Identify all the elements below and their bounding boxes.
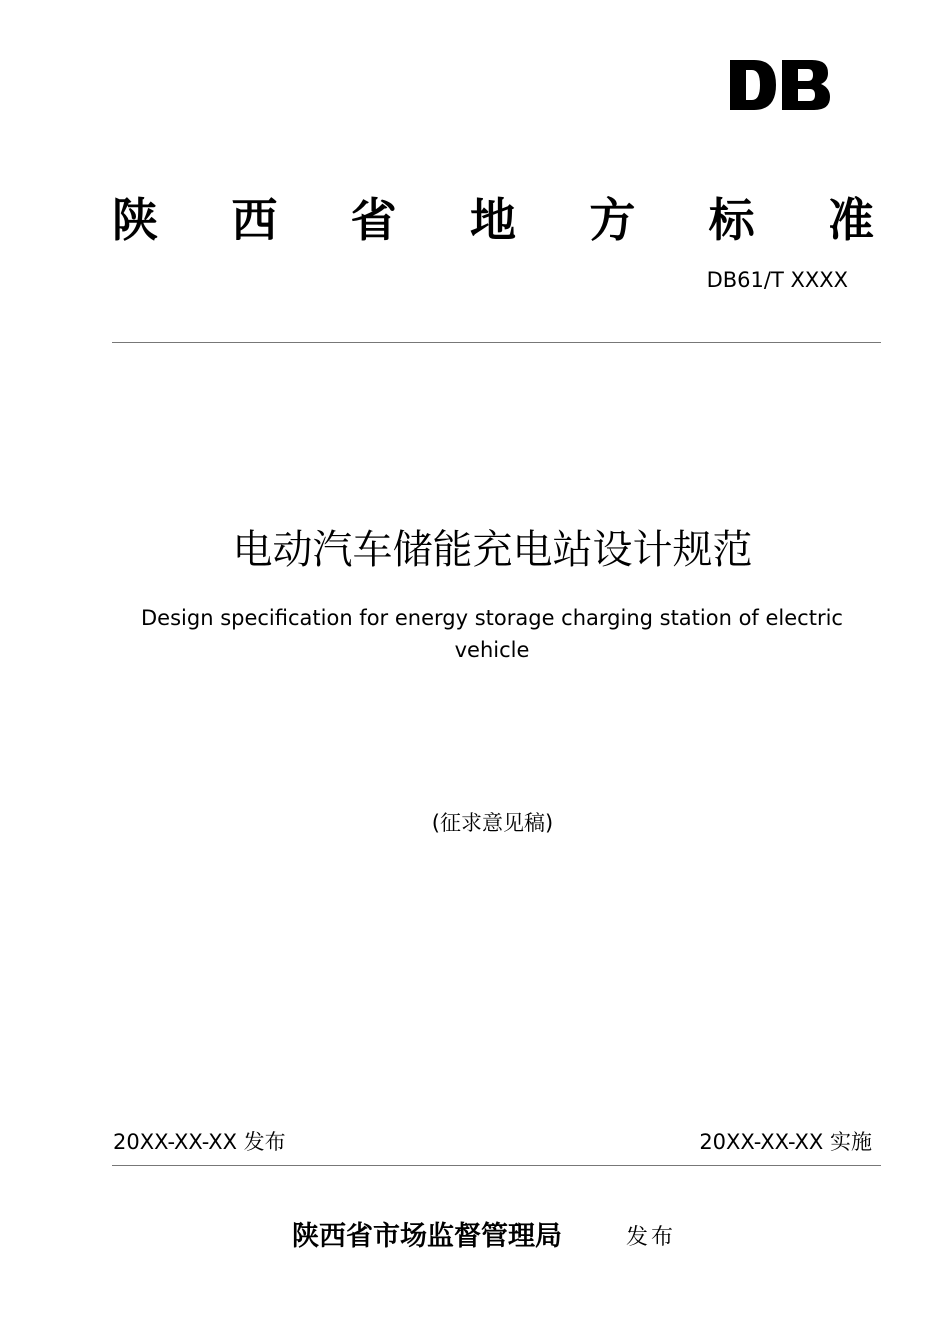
heading-char: 标 [708,193,755,247]
top-divider [112,342,881,343]
heading-char: 陕 [112,193,158,247]
implementation-date: 20XX-XX-XX 实施 [699,1130,872,1154]
heading-char: 方 [589,193,636,247]
db-logo [728,58,832,112]
document-title-en: Design specification for energy storage charging station of electric vehicle [141,606,843,662]
heading-char: 西 [231,193,278,247]
standard-number: DB61/T XXXX [706,268,848,292]
heading-char: 省 [350,193,397,247]
draft-note: (征求意见稿) [431,811,554,835]
standard-category-heading [112,190,874,250]
issuing-authority: 陕西省市场监督管理局 [292,1221,562,1252]
document-title-zh: 电动汽车储能充电站设计规范 [232,527,753,573]
publish-label: 发布 [626,1225,677,1250]
heading-char: 地 [469,193,516,247]
bottom-divider [112,1165,881,1166]
heading-char: 准 [827,193,874,247]
issue-date: 20XX-XX-XX 发布 [113,1130,286,1154]
